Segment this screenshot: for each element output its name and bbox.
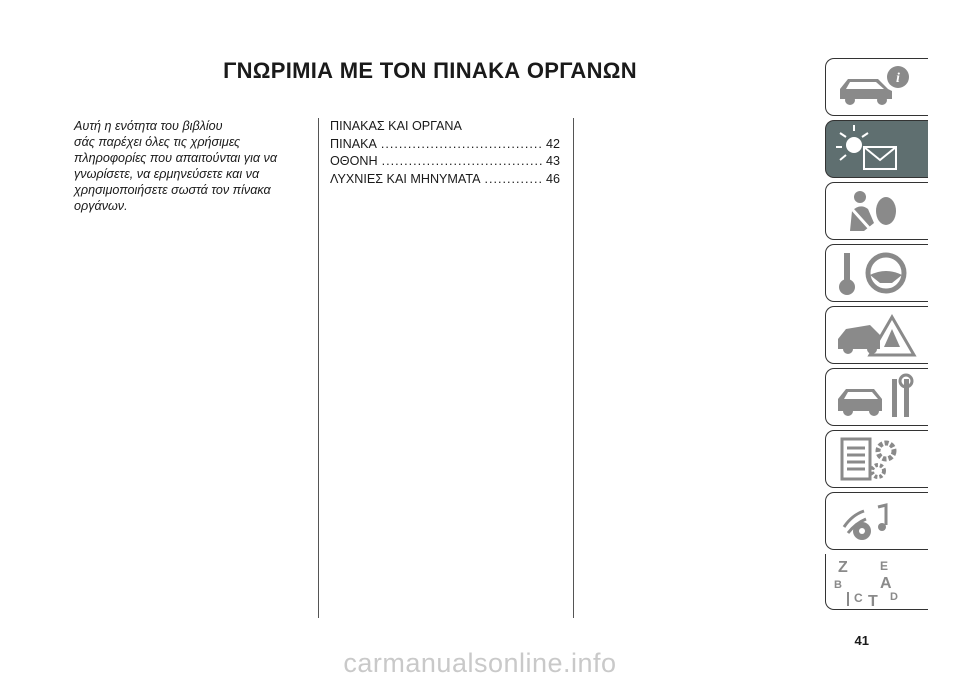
toc-leader-dots [381,136,542,154]
multimedia-icon [834,497,922,547]
seatbelt-airbag-icon [834,187,922,237]
intro-line: σάς παρέχει όλες τις χρήσιμες [74,135,241,149]
index-letter: E [880,559,889,573]
toc-entry-page: 46 [545,171,560,186]
index-letter: A [880,575,892,592]
tab-car-info[interactable] [825,58,928,116]
index-letter: D [890,591,898,603]
toc-entry-label: ΟΘΟΝΗ [330,154,378,168]
tab-emergency[interactable] [825,306,928,364]
toc-entry[interactable] [330,136,560,154]
tab-technical-data[interactable] [825,430,928,488]
svg-text:i: i [896,71,900,86]
toc-entry-label: ΠΙΝΑΚΑ [330,136,377,151]
toc-entry-page: 42 [545,136,560,151]
index-letter: T [868,593,878,608]
tab-starting-driving[interactable] [825,244,928,302]
car-info-icon [834,63,922,113]
column-divider [318,118,319,618]
toc-entry[interactable] [330,153,560,171]
toc-heading: ΠΙΝΑΚΑΣ ΚΑΙ ΟΡΓΑΝΑ [330,119,462,133]
tab-index[interactable] [825,554,928,610]
table-of-contents [330,118,560,188]
index-letter: B [834,579,842,591]
car-emergency-icon [834,311,922,361]
index-letter: C [854,591,863,605]
page-number: 41 [854,633,869,648]
warning-light-message-icon [834,125,922,175]
index-letter: Z [838,559,848,576]
watermark: carmanualsonline.info [343,648,617,678]
key-steering-wheel-icon [834,249,922,299]
tab-safety[interactable] [825,182,928,240]
intro-line: οργάνων. [74,199,128,213]
toc-entry[interactable] [330,171,560,189]
car-maintenance-icon [834,373,922,423]
alphabetical-index-icon [834,556,922,608]
intro-text [74,118,304,214]
page-title: ΓΝΩΡΙΜΙΑ ΜΕ ΤΟΝ ΠΙΝΑΚΑ ΟΡΓΑΝΩΝ [223,58,637,83]
intro-line: χρησιμοποιήσετε σωστά τον πίνακα [74,183,271,197]
toc-entry-label: ΛΥΧΝΙΕΣ ΚΑΙ ΜΗΝΥΜΑΤΑ [330,171,481,186]
tab-multimedia[interactable] [825,492,928,550]
intro-line: γνωρίσετε, να ερμηνεύσετε και να [74,167,260,181]
column-divider [573,118,574,618]
intro-line: πληροφορίες που απαιτούνται για να [74,151,278,165]
tab-maintenance[interactable] [825,368,928,426]
toc-leader-dots [382,153,542,171]
tab-dashboard[interactable] [825,120,928,178]
toc-entry-page: 43 [545,154,560,168]
toc-leader-dots [485,171,542,189]
intro-line: Αυτή η ενότητα του βιβλίου [74,119,223,133]
technical-data-icon [834,435,922,485]
